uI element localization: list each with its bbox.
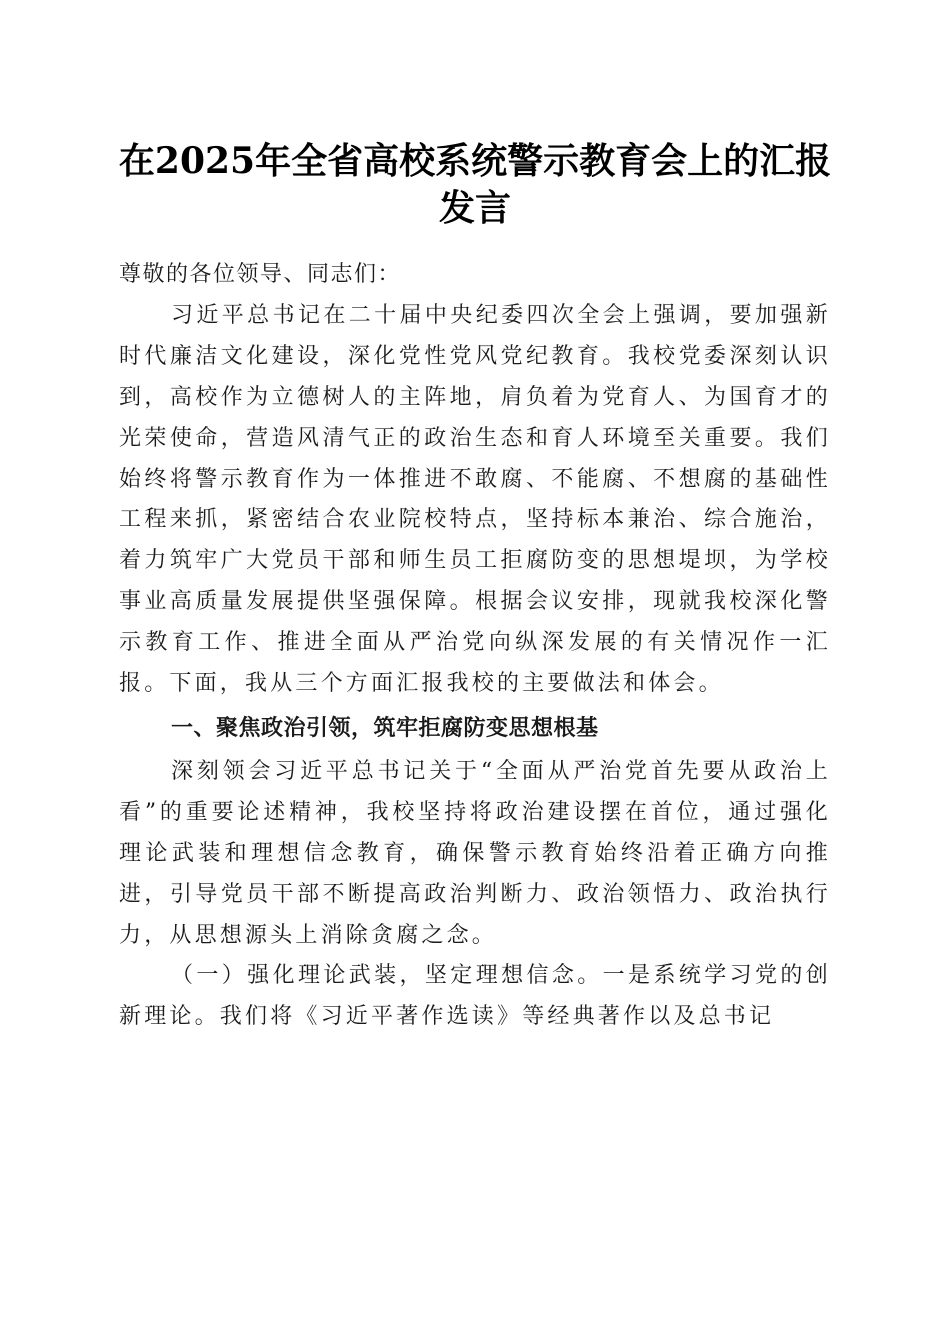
section-heading-1: 一、聚焦政治引领，筑牢拒腐防变思想根基: [171, 715, 599, 741]
document-title: [100, 138, 850, 232]
subsection-1-paragraph: （一）强化理论武装，坚定理想信念。一是系统学习党的创新理论。我们将《习近平著作选读》等经典著作以及总书记: [119, 963, 831, 1030]
section-1-paragraph: 深刻领会习近平总书记关于“全面从严治党首先要从政治上看”的重要论述精神，我校坚持将政治建设摆在首位，通过强化理论武装和理想信念教育，确保警示教育始终沿着正确方向推进，引导党员干部不断提高政治判断力、政治领悟力、政治执行力，从思想源头上消除贪腐之念。: [119, 758, 831, 948]
greeting: 尊敬的各位领导、同志们：: [119, 262, 402, 287]
intro-paragraph: 习近平总书记在二十届中央纪委四次全会上强调，要加强新时代廉洁文化建设，深化党性党风党纪教育。我校党委深刻认识到，高校作为立德树人的主阵地，肩负着为党育人、为国育才的光荣使命，营造风清气正的政治生态和育人环境至关重要。我们始终将警示教育作为一体推进不敢腐、不能腐、不想腐的基础性工程来抓，紧密结合农业院校特点，坚持标本兼治、综合施治，着力筑牢广大党员干部和师生员工拒腐防变的思想堤坝，为学校事业高质量发展提供坚强保障。根据会议安排，现就我校深化警示教育工作、推进全面从严治党向纵深发展的有关情况作一汇报。下面，我从三个方面汇报我校的主要做法和体会。: [119, 302, 831, 697]
document-body: [119, 255, 831, 1038]
title-line-1: 在2025年全省高校系统警示教育会上的汇报: [118, 140, 832, 182]
title-line-2: 发言: [438, 187, 511, 229]
